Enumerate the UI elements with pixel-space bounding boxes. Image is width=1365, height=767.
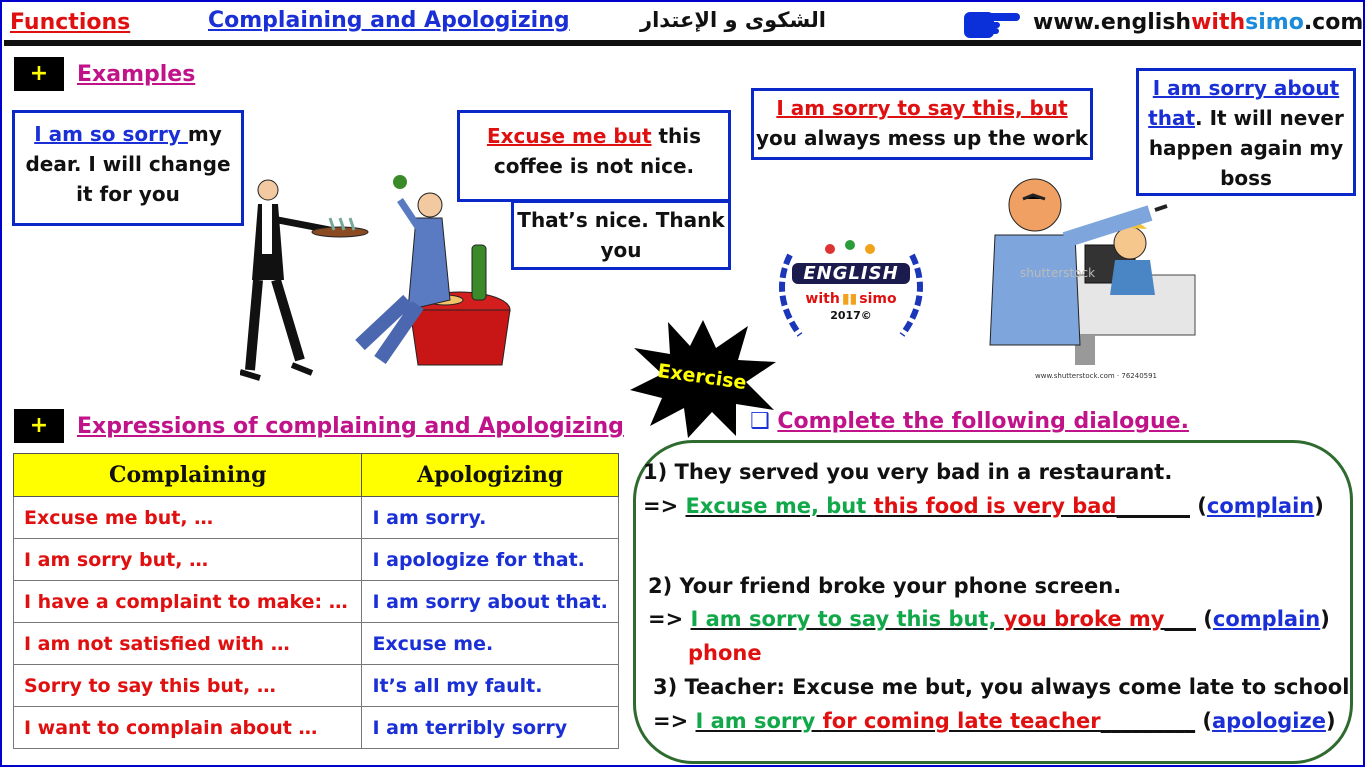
- column-header-complaining: Complaining: [14, 454, 362, 497]
- logo-year: 2017©: [830, 309, 872, 322]
- speech-bubble-customer: Excuse me but this coffee is not nice.: [457, 110, 731, 202]
- page-title: Complaining and Apologizing: [208, 8, 570, 33]
- website-url[interactable]: www.englishwithsimo.com: [1033, 10, 1364, 35]
- table-row: [14, 539, 619, 581]
- complaining-cell: I am sorry but, …: [14, 539, 362, 581]
- question-2-answer: => I am sorry to say this but, you broke my___ (complain): [648, 607, 1330, 631]
- restaurant-illustration: [240, 160, 530, 394]
- logo-english-text: ENGLISH: [792, 263, 910, 284]
- question-3-answer: => I am sorry for coming late teacher_________ (apologize): [653, 709, 1336, 733]
- table-row: [14, 707, 619, 749]
- complaining-cell: I have a complaint to make: …: [14, 581, 362, 623]
- table-header-row: [14, 454, 619, 497]
- speech-bubble-boss: I am sorry to say this, but you always mess up the work: [751, 88, 1093, 160]
- complaining-cell: Sorry to say this but, …: [14, 665, 362, 707]
- question-1-prompt: 1) They served you very bad in a restaurant.: [643, 460, 1173, 484]
- apologizing-cell: It’s all my fault.: [362, 665, 619, 707]
- apologizing-cell: I am sorry.: [362, 497, 619, 539]
- speech-bubble-employee: I am sorry about that. It will never happen again my boss: [1136, 68, 1356, 196]
- question-2-prompt: 2) Your friend broke your phone screen.: [648, 574, 1122, 598]
- table-row: [14, 581, 619, 623]
- logo-with-simo-text: with ▮▮ simo: [805, 291, 897, 307]
- exercise-label: Exercise: [656, 359, 748, 395]
- checkbox-icon: ❑: [750, 409, 770, 434]
- complaining-cell: I am not satisfied with …: [14, 623, 362, 665]
- functions-label: Functions: [10, 10, 131, 35]
- question-2-answer-continued: phone: [688, 641, 762, 665]
- speech-bubble-thanks: That’s nice. Thank you: [511, 200, 731, 270]
- apologizing-cell: Excuse me.: [362, 623, 619, 665]
- image-credit: www.shutterstock.com · 76240591: [1035, 372, 1158, 380]
- table-row: [14, 497, 619, 539]
- apologizing-cell: I am terribly sorry: [362, 707, 619, 749]
- column-header-apologizing: Apologizing: [362, 454, 619, 497]
- expressions-heading: Expressions of complaining and Apologizing: [77, 414, 624, 439]
- office-illustration: [965, 165, 1205, 384]
- english-with-simo-logo: [770, 235, 932, 351]
- exercise-instruction: ❑ Complete the following dialogue.: [750, 409, 1189, 434]
- examples-plus-badge: +: [14, 57, 64, 91]
- question-3-prompt: 3) Teacher: Excuse me but, you always come late to school: [653, 675, 1350, 699]
- expressions-table: [13, 453, 619, 749]
- svg-text:shutterstock: shutterstock: [1020, 266, 1096, 280]
- apologizing-cell: I apologize for that.: [362, 539, 619, 581]
- complaining-cell: I want to complain about …: [14, 707, 362, 749]
- table-row: [14, 665, 619, 707]
- apologizing-cell: I am sorry about that.: [362, 581, 619, 623]
- question-1-answer: => Excuse me, but this food is very bad_______ (complain): [643, 494, 1324, 518]
- expressions-plus-badge: +: [14, 409, 64, 443]
- table-row: [14, 623, 619, 665]
- header-divider: [4, 40, 1361, 46]
- examples-heading: Examples: [77, 62, 196, 87]
- speech-bubble-waiter: I am so sorry my dear. I will change it for you: [12, 110, 244, 226]
- complaining-cell: Excuse me but, …: [14, 497, 362, 539]
- arabic-title: الشكوى و الإعتدار: [640, 8, 826, 32]
